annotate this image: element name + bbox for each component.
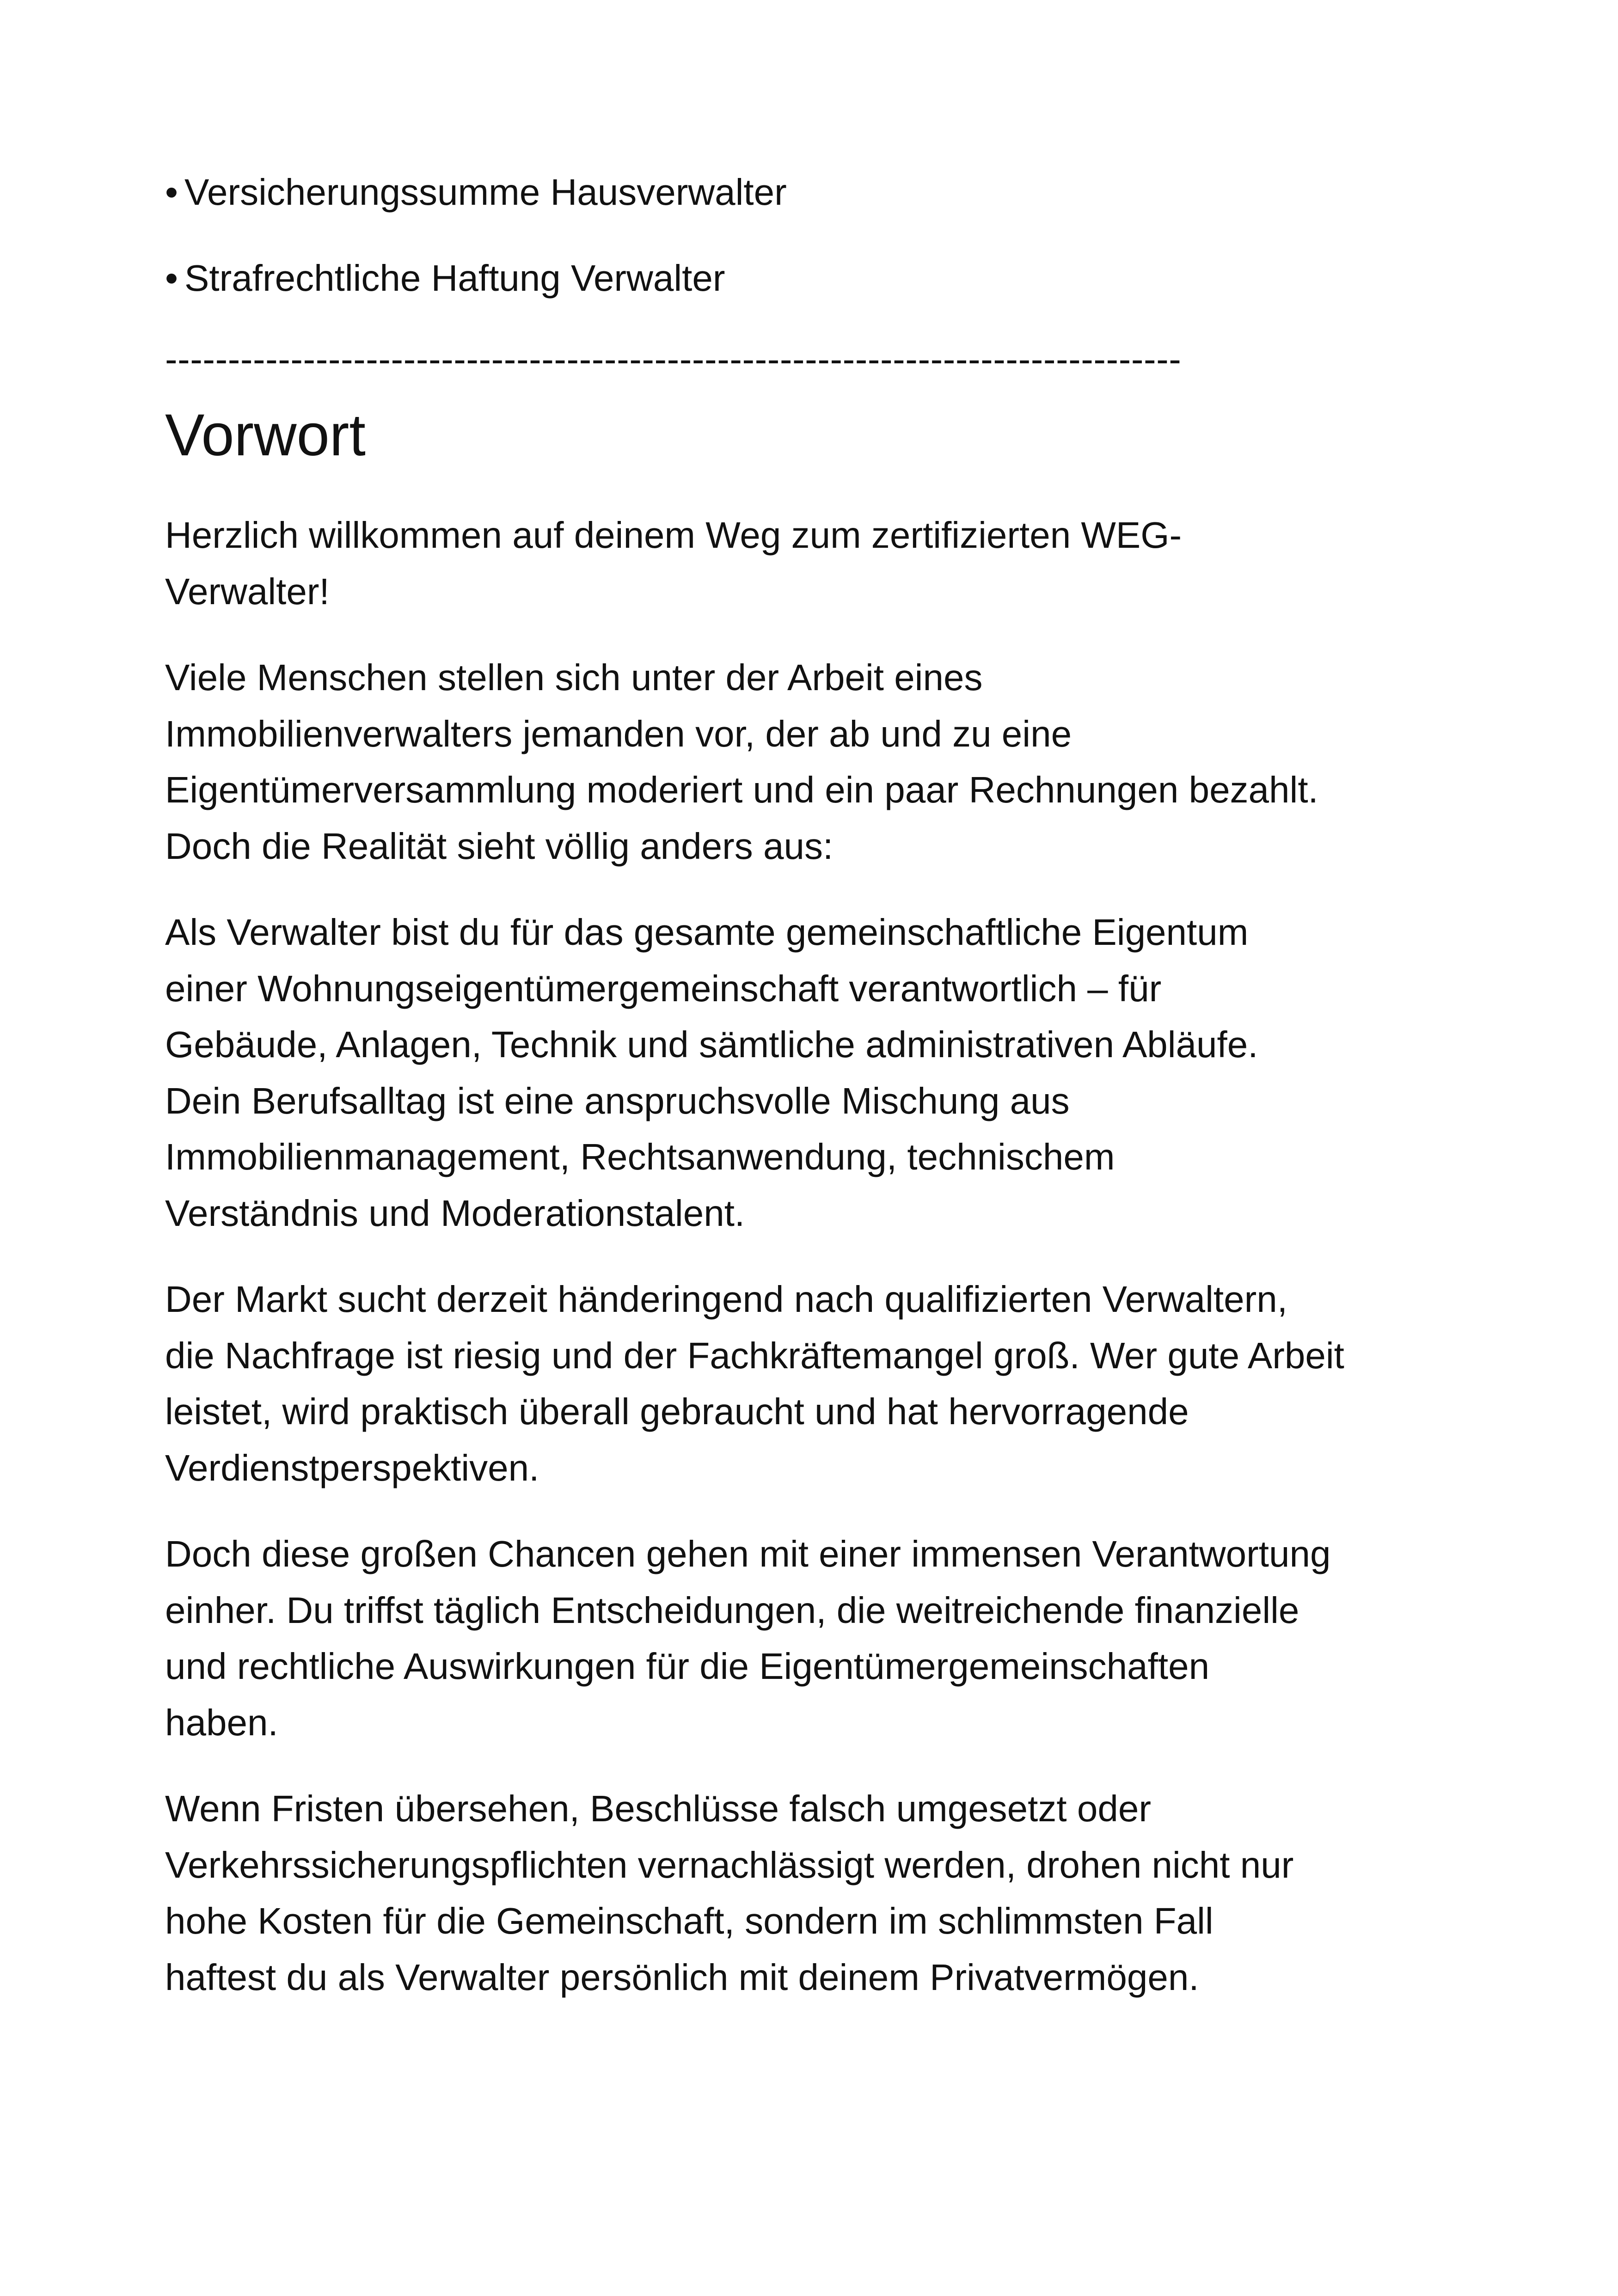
- paragraph-line: Der Markt sucht derzeit händeringend nach qualifizierten Verwaltern,: [165, 1279, 1287, 1320]
- page-content: [165, 164, 1478, 2035]
- paragraph-line: Immobilienmanagement, Rechtsanwendung, technischem: [165, 1136, 1115, 1177]
- paragraph-line: Herzlich willkommen auf deinem Weg zum zertifizierten WEG-: [165, 514, 1182, 556]
- paragraph: [165, 1781, 1478, 2005]
- paragraph: [165, 649, 1478, 874]
- paragraph-line: leistet, wird praktisch überall gebraucht und hat hervorragende: [165, 1391, 1189, 1432]
- bullet-mark: •: [165, 171, 178, 213]
- dashed-divider: ---------------------------------------------------------------------------------: [165, 338, 1182, 380]
- paragraph-line: Verdienstperspektiven.: [165, 1447, 539, 1488]
- paragraph-line: Immobilienverwalters jemanden vor, der ab und zu eine: [165, 713, 1072, 754]
- paragraph: [165, 1271, 1478, 1496]
- paragraph-line: Verkehrssicherungspflichten vernachlässigt werden, drohen nicht nur: [165, 1844, 1294, 1886]
- paragraph-line: und rechtliche Auswirkungen für die Eigentümergemeinschaften: [165, 1646, 1210, 1687]
- paragraph: [165, 507, 1478, 619]
- bullet-mark: •: [165, 257, 178, 299]
- paragraph-line: Dein Berufsalltag ist eine anspruchsvolle Mischung aus: [165, 1080, 1070, 1121]
- paragraph-line: die Nachfrage ist riesig und der Fachkräftemangel groß. Wer gute Arbeit: [165, 1335, 1344, 1376]
- paragraph-line: Als Verwalter bist du für das gesamte gemeinschaftliche Eigentum: [165, 912, 1249, 953]
- section-heading: Vorwort: [165, 402, 366, 468]
- paragraph-line: Wenn Fristen übersehen, Beschlüsse falsch umgesetzt oder: [165, 1788, 1151, 1829]
- bullet-text: Strafrechtliche Haftung Verwalter: [184, 257, 725, 299]
- bullet-text: Versicherungssumme Hausverwalter: [184, 171, 787, 213]
- paragraph-line: Doch die Realität sieht völlig anders aus:: [165, 825, 834, 867]
- paragraph-line: hohe Kosten für die Gemeinschaft, sondern im schlimmsten Fall: [165, 1900, 1214, 1941]
- paragraph-line: Eigentümerversammlung moderiert und ein paar Rechnungen bezahlt.: [165, 769, 1318, 810]
- paragraph-line: einher. Du triffst täglich Entscheidungen, die weitreichende finanzielle: [165, 1589, 1299, 1631]
- bullet-item: [165, 250, 1478, 306]
- paragraph-line: Gebäude, Anlagen, Technik und sämtliche administrativen Abläufe.: [165, 1024, 1258, 1065]
- paragraph: [165, 1526, 1478, 1751]
- bullet-item: [165, 164, 1478, 220]
- paragraph-line: Doch diese großen Chancen gehen mit einer immensen Verantwortung: [165, 1533, 1331, 1574]
- paragraph-line: Verwalter!: [165, 570, 330, 612]
- paragraph-line: Viele Menschen stellen sich unter der Arbeit eines: [165, 657, 983, 698]
- paragraph-line: haftest du als Verwalter persönlich mit deinem Privatvermögen.: [165, 1956, 1199, 1998]
- paragraph-line: einer Wohnungseigentümergemeinschaft verantwortlich – für: [165, 967, 1162, 1009]
- paragraph: [165, 904, 1478, 1241]
- paragraph-line: haben.: [165, 1702, 278, 1743]
- paragraph-line: Verständnis und Moderationstalent.: [165, 1192, 745, 1234]
